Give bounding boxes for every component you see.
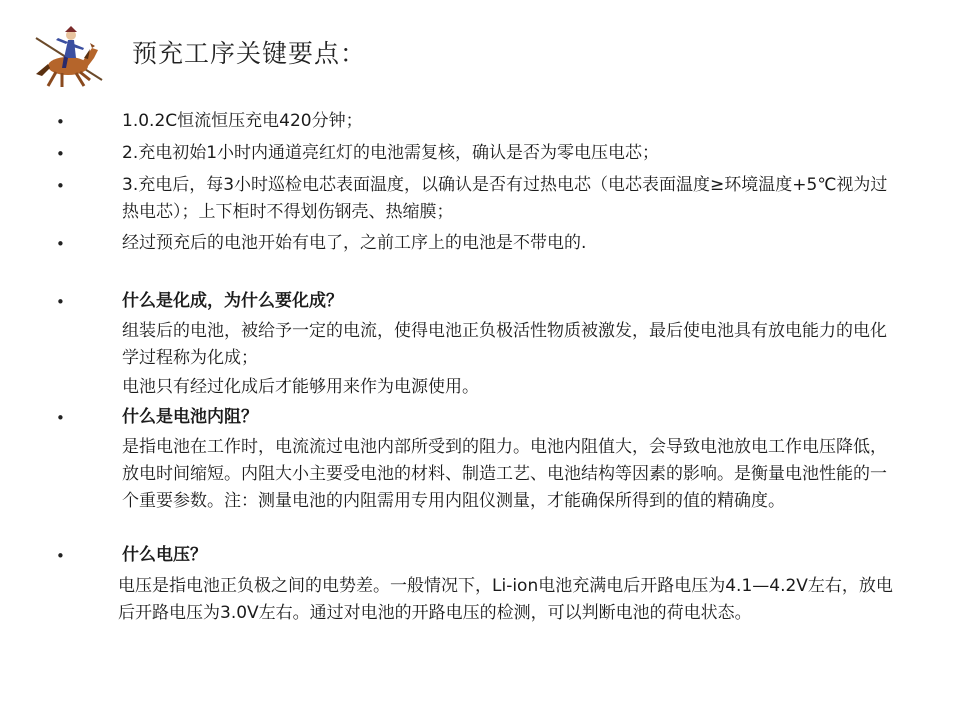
- bullet-marker: •: [56, 293, 65, 311]
- question-heading: 什么电压？: [122, 545, 207, 565]
- question-heading: 什么是化成，为什么要化成？: [122, 291, 343, 311]
- bullet-marker: •: [56, 235, 65, 253]
- horseman-logo-icon: [28, 18, 108, 90]
- answer-paragraph: 是指电池在工作时，电流流过电池内部所受到的阻力。电池内阻值大，会导致电池放电工作电压降低，放电时间缩短。内阻大小主要受电池的材料、制造工艺、电池结构等因素的影响。是衡量电池性能的一个重要参数。注：测量电池的内阻需用专用内阻仪测量，才能确保所得到的值的精确度。: [122, 437, 887, 511]
- list-item: 1.0.2C恒流恒压充电420分钟；: [122, 111, 363, 131]
- answer-paragraph: 电压是指电池正负极之间的电势差。一般情况下，Li-ion电池充满电后开路电压为4.1—4.2V左右，放电后开路电压为3.0V左右。通过对电池的开路电压的检测，可以判断电池的荷电状态。: [118, 576, 893, 623]
- list-item: 经过预充后的电池开始有电了，之前工序上的电池是不带电的.: [122, 233, 587, 253]
- bullet-marker: •: [56, 145, 65, 163]
- list-item: 2.充电初始1小时内通道亮红灯的电池需复核，确认是否为零电压电芯；: [122, 143, 660, 163]
- bullet-marker: •: [56, 177, 65, 195]
- answer-paragraph: 组装后的电池，被给予一定的电流，使得电池正负极活性物质被激发，最后使电池具有放电能力的电化学过程称为化成；: [122, 321, 887, 368]
- list-item: 3.充电后，每3小时巡检电芯表面温度，以确认是否有过热电芯（电芯表面温度≥环境温度+5℃视为过热电芯）；上下柜时不得划伤钢壳、热缩膜；: [122, 175, 888, 222]
- bullet-marker: •: [56, 113, 65, 131]
- bullet-marker: •: [56, 547, 65, 565]
- slide-title: 预充工序关键要点：: [132, 39, 367, 68]
- question-heading: 什么是电池内阻？: [122, 407, 258, 427]
- answer-paragraph: 电池只有经过化成后才能够用来作为电源使用。: [122, 377, 479, 397]
- bullet-marker: •: [56, 409, 65, 427]
